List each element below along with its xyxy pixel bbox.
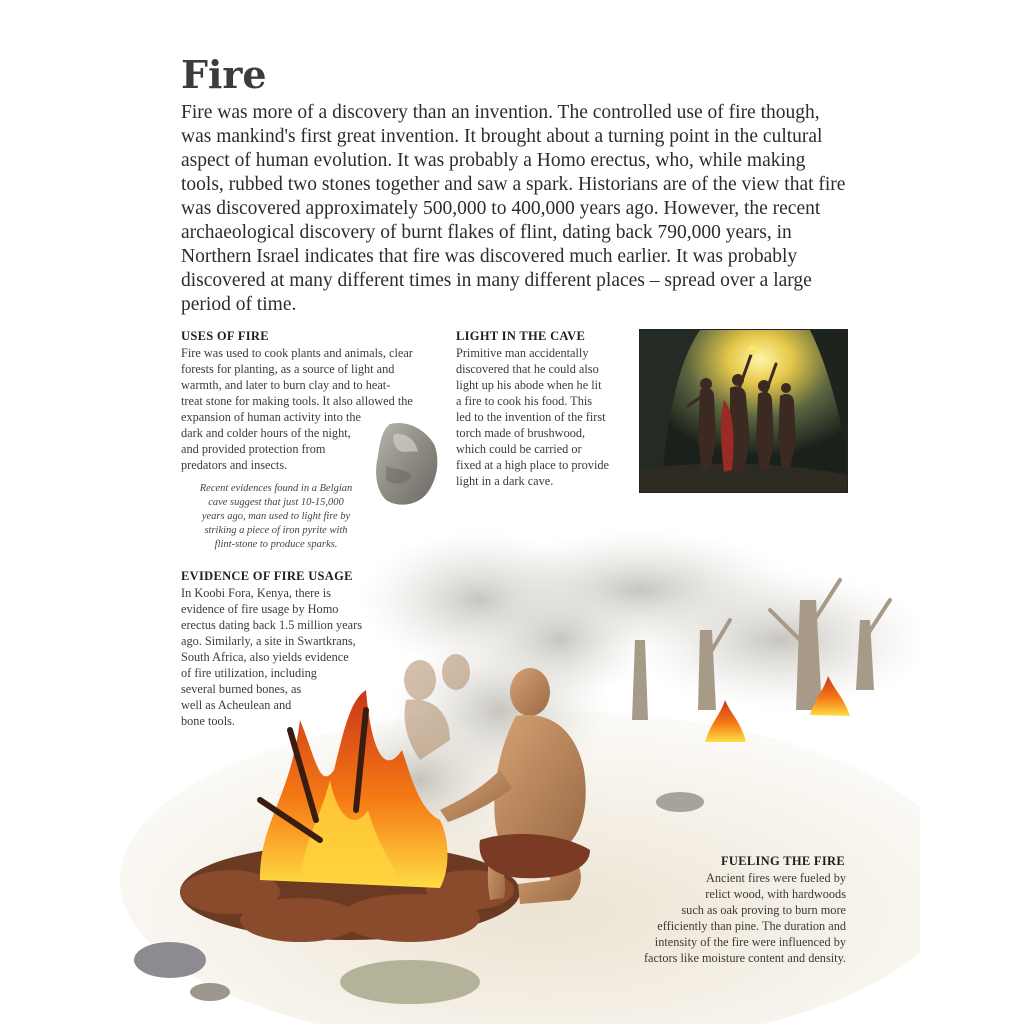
text-line: several burned bones, as — [181, 682, 302, 696]
text-line: efficiently than pine. The duration and — [657, 919, 846, 933]
text-line: torch made of brushwood, — [456, 426, 586, 440]
text-line: led to the invention of the first — [456, 410, 606, 424]
text-line: warmth, and later to burn clay and to heat- — [181, 378, 391, 392]
light-heading: LIGHT IN THE CAVE — [456, 329, 586, 343]
text-line: well as Acheulean and — [181, 698, 292, 712]
caption-line: Recent evidences found in a Belgian — [199, 483, 353, 494]
text-line: In Koobi Fora, Kenya, there is — [181, 586, 331, 600]
caption-line: years ago, man used to light fire by — [201, 511, 351, 522]
text-line: Fire was used to cook plants and animals, clear — [181, 346, 413, 360]
caption-line: striking a piece of iron pyrite with — [204, 525, 348, 536]
text-line: of fire utilization, including — [181, 666, 317, 680]
text-line: predators and insects. — [181, 458, 288, 472]
page-title: Fire — [181, 52, 267, 97]
text-line: expansion of human activity into the — [181, 410, 361, 424]
text-line: intensity of the fire were influenced by — [654, 935, 846, 949]
intro-paragraph: Fire was more of a discovery than an invention. The controlled use of fire though, was mankind's first great invention. It brought about a turning point in the cultural aspect of human evolution. It was probably a Homo erectus, who, while making tools, rubbed two stones together and saw a spark. Historians are of the view that fire was discovered approximately 500,000 to 400,000 years ago. However, the recent archaeological discovery of burnt flakes of flint, dating back 790,000 years, in Northern Israel indicates that fire was discovered much earlier. It was probably discovered at many different times in many different places – spread over a large period of time. — [181, 102, 846, 315]
text-line: fixed at a high place to provide — [456, 458, 609, 472]
text-line: such as oak proving to burn more — [681, 903, 846, 917]
text-line: forests for planting, as a source of light and — [181, 362, 395, 376]
caption-line: cave suggest that just 10-15,000 — [208, 497, 344, 508]
text-line: discovered that he could also — [456, 362, 599, 376]
text-line: Primitive man accidentally — [456, 346, 589, 360]
text-line: and provided protection from — [181, 442, 326, 456]
fueling-heading: FUELING THE FIRE — [720, 854, 845, 868]
text-line: ago. Similarly, a site in Swartkrans, — [181, 634, 356, 648]
evidence-heading: EVIDENCE OF FIRE USAGE — [181, 569, 353, 583]
text-line: evidence of fire usage by Homo — [181, 602, 339, 616]
text-line: erectus dating back 1.5 million years — [181, 618, 362, 632]
text-line: Ancient fires were fueled by — [706, 871, 846, 885]
text-line: bone tools. — [181, 714, 235, 728]
light-text — [456, 345, 631, 489]
text-line: light in a dark cave. — [456, 474, 554, 488]
fueling-text — [600, 870, 846, 966]
flint-stone-image — [372, 420, 442, 510]
text-line: South Africa, also yields evidence — [181, 650, 349, 664]
text-line: a fire to cook his food. This — [456, 394, 593, 408]
text-line: factors like moisture content and density. — [643, 951, 846, 965]
uses-heading: USES OF FIRE — [181, 329, 269, 343]
text-line: treat stone for making tools. It also allowed the — [181, 394, 413, 408]
text-line: relict wood, with hardwoods — [705, 887, 846, 901]
caption-line: flint-stone to produce sparks. — [214, 539, 338, 550]
cave-torch-illustration — [639, 329, 848, 493]
evidence-text — [181, 585, 391, 729]
text-line: light up his abode when he lit — [456, 378, 602, 392]
text-line: which could be carried or — [456, 442, 582, 456]
text-line: dark and colder hours of the night, — [181, 426, 351, 440]
